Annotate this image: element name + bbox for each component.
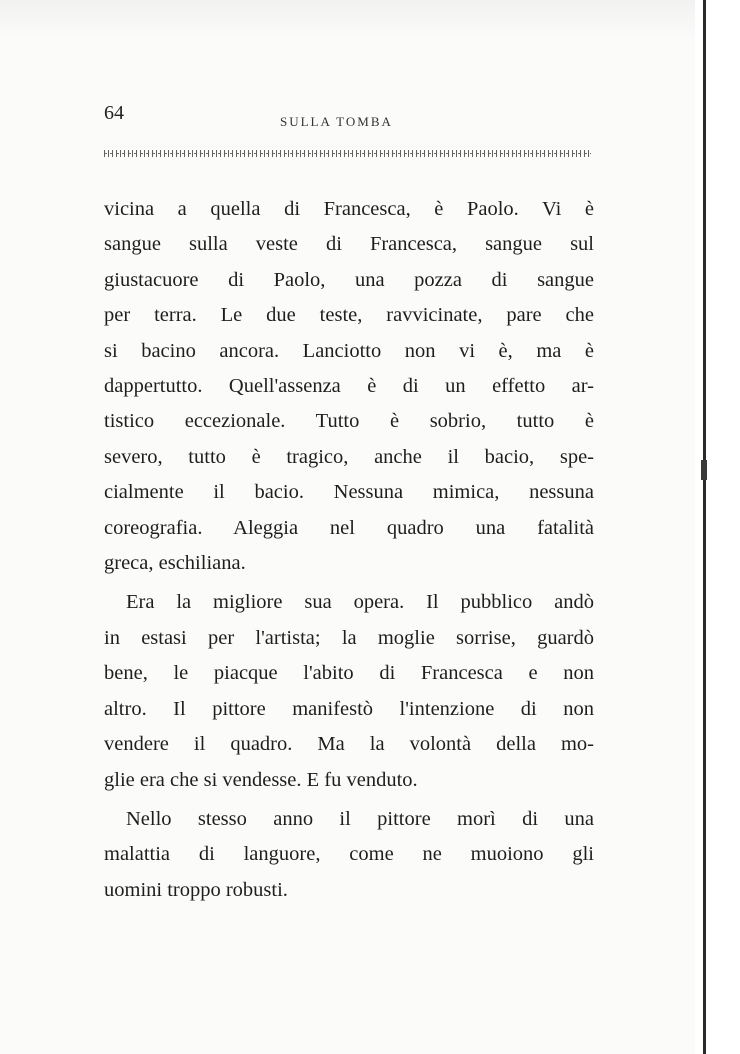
text-line: glie era che si vendesse. E fu venduto.	[104, 768, 418, 791]
text-line: si bacino ancora. Lanciotto non vi è, ma è	[104, 339, 594, 362]
paragraph-3	[104, 802, 594, 908]
ornamental-rule	[104, 150, 591, 157]
text-line: severo, tutto è tragico, anche il bacio, spe-	[104, 445, 594, 468]
text-line: giustacuore di Paolo, una pozza di sangue	[104, 268, 594, 291]
text-line: coreografia. Aleggia nel quadro una fatalità	[104, 516, 594, 539]
paragraph-2	[104, 585, 594, 797]
book-binding-edge	[695, 0, 740, 1054]
text-line: per terra. Le due teste, ravvicinate, pare che	[104, 304, 594, 327]
text-line: uomini troppo robusti.	[104, 878, 288, 901]
page-number: 64	[104, 102, 124, 124]
text-line: Nello stesso anno il pittore morì di una	[126, 807, 594, 830]
text-line: altro. Il pittore manifestò l'intenzione di non	[104, 697, 594, 720]
paragraph-1	[104, 192, 594, 581]
text-line: sangue sulla veste di Francesca, sangue sul	[104, 233, 594, 256]
text-line: vendere il quadro. Ma la volontà della mo-	[104, 733, 594, 756]
text-line: tistico eccezionale. Tutto è sobrio, tutto è	[104, 410, 594, 433]
body-text	[104, 192, 594, 908]
text-line: greca, eschiliana.	[104, 552, 246, 575]
text-line: bene, le piacque l'abito di Francesca e non	[104, 662, 594, 685]
running-title: SULLA TOMBA	[280, 114, 393, 129]
page-header	[104, 102, 594, 132]
scan-shadow	[0, 0, 700, 40]
text-line: vicina a quella di Francesca, è Paolo. Vi è	[104, 198, 594, 220]
text-line: dappertutto. Quell'assenza è di un effetto ar-	[104, 375, 594, 398]
text-line: in estasi per l'artista; la moglie sorrise, guardò	[104, 626, 594, 649]
text-line: Era la migliore sua opera. Il pubblico andò	[126, 591, 594, 614]
text-line: cialmente il bacio. Nessuna mimica, nessuna	[104, 481, 594, 504]
text-line: malattia di languore, come ne muoiono gli	[104, 843, 594, 866]
